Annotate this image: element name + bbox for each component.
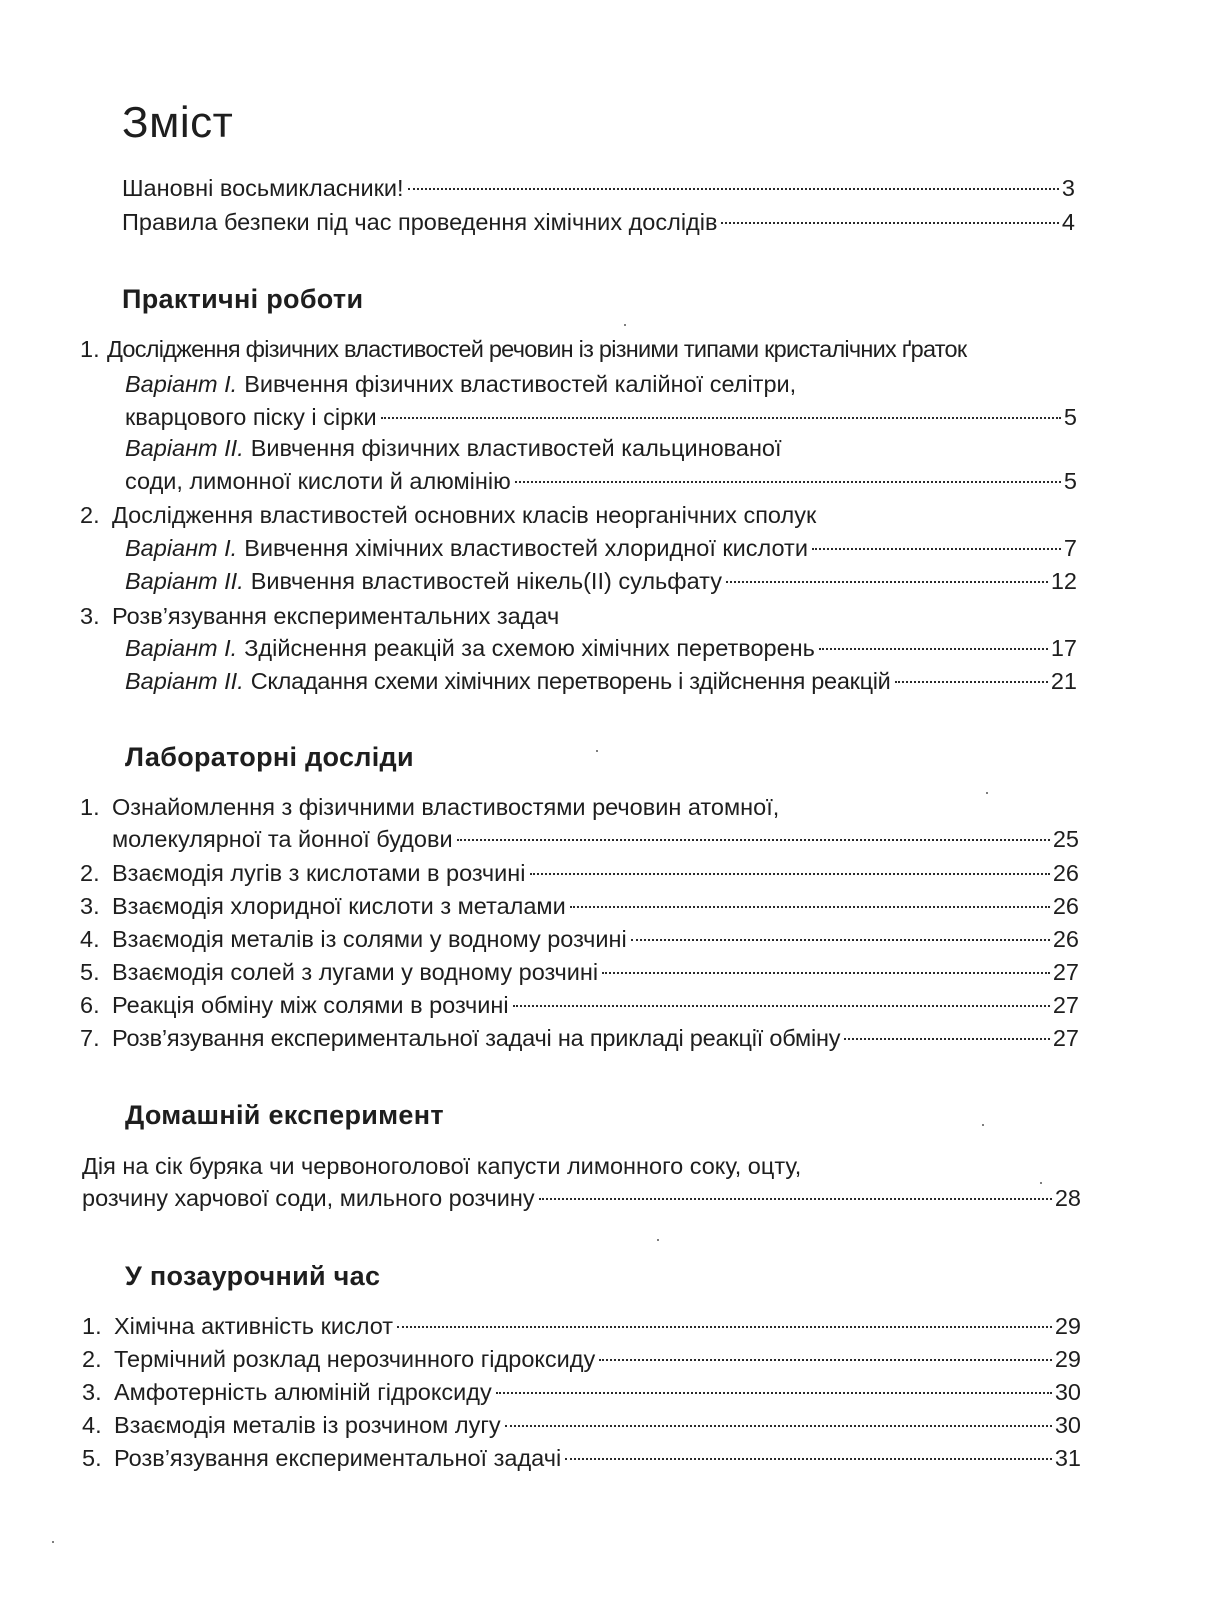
dot-leader [505,1425,1052,1427]
page-number: 29 [1054,1313,1081,1339]
toc-item-extra-2[interactable] [82,1343,1081,1376]
toc-variant-3-2[interactable] [125,665,1077,698]
variant-label: Варіант II. [125,435,244,461]
page-number: 7 [1063,535,1077,561]
toc-variant-1-2-line2[interactable] [125,465,1077,498]
toc-entry-text: Вивчення фізичних властивостей кальцинованої [250,435,782,461]
dot-leader [602,972,1050,974]
item-number: 1. [82,1313,102,1339]
toc-item-lab-3[interactable] [80,890,1079,923]
item-number: 7. [80,1025,100,1051]
scan-speck [986,792,988,794]
page-number: 27 [1052,1025,1079,1051]
variant-label: Варіант I. [125,635,238,661]
toc-entry-text: Правила безпеки під час проведення хімічних дослідів [122,209,718,235]
variant-label: Варіант II. [125,668,244,694]
dot-leader [812,548,1061,550]
toc-variant-1-1-line2[interactable] [125,401,1077,434]
toc-entry-text: розчину харчової соди, мильного розчину [82,1185,535,1211]
dot-leader [631,939,1050,941]
page-number: 29 [1054,1346,1081,1372]
scan-speck [982,1124,984,1126]
dot-leader [819,648,1048,650]
toc-entry-text: Розв’язування експериментальної задачі на прикладі реакції обміну [112,1025,841,1051]
page-number: 27 [1052,959,1079,985]
toc-item-lab-1-line2[interactable] [112,823,1079,856]
dot-leader [570,906,1050,908]
page-number: 27 [1052,992,1079,1018]
dot-leader [726,581,1048,583]
dot-leader [599,1359,1052,1361]
toc-item-home-line1[interactable] [82,1150,801,1183]
page-number: 4 [1061,209,1075,235]
item-number: 5. [80,959,100,985]
toc-item-lab-4[interactable] [80,923,1079,956]
dot-leader [381,417,1061,419]
item-number: 3. [80,893,100,919]
toc-entry-text: Розв’язування експериментальної задачі [114,1445,562,1471]
toc-entry-text: Дослідження властивостей основних класів неорганічних сполук [112,502,817,528]
toc-entry-text: Вивчення хімічних властивостей хлоридної кислоти [244,535,808,561]
toc-entry-text: Реакція обміну між солями в розчині [112,992,509,1018]
toc-item-extra-1[interactable] [82,1310,1081,1343]
toc-entry-text: Хімічна активність кислот [114,1313,394,1339]
item-number: 4. [80,926,100,952]
page-number: 26 [1052,926,1079,952]
page-number: 3 [1061,175,1075,201]
page-number: 12 [1050,568,1077,594]
toc-item-home-line2[interactable] [82,1182,1081,1215]
toc-item-extra-3[interactable] [82,1376,1081,1409]
item-number: 3. [82,1379,102,1405]
toc-entry-safety-rules[interactable] [122,206,1075,239]
toc-entry-text: кварцового піску і сірки [125,404,377,430]
page-number: 26 [1052,893,1079,919]
item-number: 2. [82,1346,102,1372]
dot-leader [397,1326,1052,1328]
toc-item-lab-6[interactable] [80,989,1079,1022]
toc-entry-text: Взаємодія солей з лугами у водному розчині [112,959,599,985]
page-number: 31 [1054,1445,1081,1471]
dot-leader [530,873,1050,875]
section-heading-home: Домашній експеримент [125,1100,444,1130]
toc-variant-1-2-line1[interactable] [125,432,782,465]
dot-leader [457,839,1050,841]
toc-entry-text: Взаємодія металів із солями у водному розчині [112,926,627,952]
dot-leader [513,1005,1050,1007]
page-number: 5 [1063,468,1077,494]
toc-entry-text: Ознайомлення з фізичними властивостями речовин атомної, [112,794,780,820]
item-number: 1. [80,336,100,362]
toc-variant-1-1-line1[interactable] [125,368,796,401]
toc-entry-text: Взаємодія лугів з кислотами в розчині [112,860,526,886]
item-number: 5. [82,1445,102,1471]
toc-entry-text: Взаємодія хлоридної кислоти з металами [112,893,566,919]
toc-item-practical-1[interactable] [80,333,966,366]
toc-item-lab-5[interactable] [80,956,1079,989]
dot-leader [844,1038,1050,1040]
toc-variant-2-1[interactable] [125,532,1077,565]
item-number: 2. [80,860,100,886]
scan-speck [624,324,626,326]
toc-item-lab-1-line1[interactable] [80,791,779,824]
item-number: 4. [82,1412,102,1438]
page-number: 30 [1054,1379,1081,1405]
dot-leader [895,681,1048,683]
toc-item-lab-2[interactable] [80,857,1079,890]
section-heading-extra: У позаурочний час [125,1261,381,1291]
scan-speck [52,1541,54,1543]
page-number: 21 [1050,668,1077,694]
page-number: 28 [1054,1185,1081,1211]
toc-entry-text: соди, лимонної кислоти й алюмінію [125,468,511,494]
section-heading-lab: Лабораторні досліди [125,742,414,772]
dot-leader [408,188,1059,190]
item-number: 6. [80,992,100,1018]
toc-entry-text: Вивчення властивостей нікель(II) сульфату [250,568,722,594]
toc-entry-text: Здійснення реакцій за схемою хімічних перетворень [244,635,815,661]
toc-variant-2-2[interactable] [125,565,1077,598]
toc-entry-text: Термічний розклад нерозчинного гідроксиду [114,1346,596,1372]
variant-label: Варіант I. [125,371,238,397]
page-number: 25 [1052,826,1079,852]
section-heading-practical: Практичні роботи [122,284,364,314]
scan-speck [1040,1182,1042,1184]
dot-leader [539,1198,1052,1200]
page-number: 5 [1063,404,1077,430]
toc-item-extra-4[interactable] [82,1409,1081,1442]
page-number: 17 [1050,635,1077,661]
dot-leader [565,1458,1052,1460]
dot-leader [515,481,1061,483]
toc-entry-text: Складання схеми хімічних перетворень і здійснення реакцій [250,668,891,694]
toc-entry-text: Взаємодія металів із розчином лугу [114,1412,501,1438]
toc-item-practical-2[interactable] [80,499,816,532]
toc-entry-text: Дослідження фізичних властивостей речовин із різними типами кристалічних ґраток [107,336,967,362]
scan-speck [596,750,598,752]
item-number: 2. [80,502,100,528]
page-number: 30 [1054,1412,1081,1438]
toc-entry-text: Дія на сік буряка чи червоноголової капусти лимонного соку, оцту, [82,1153,802,1179]
dot-leader [721,222,1058,224]
toc-item-extra-5[interactable] [82,1442,1081,1475]
toc-variant-3-1[interactable] [125,632,1077,665]
toc-entry-text: молекулярної та йонної будови [112,826,453,852]
scan-speck [657,1239,659,1241]
toc-entry-greeting[interactable] [122,172,1075,205]
variant-label: Варіант II. [125,568,244,594]
toc-entry-text: Амфотерність алюміній гідроксиду [114,1379,492,1405]
item-number: 1. [80,794,100,820]
toc-item-lab-7[interactable] [80,1022,1079,1055]
toc-item-practical-3[interactable] [80,600,559,633]
dot-leader [496,1392,1052,1394]
toc-entry-text: Шановні восьмикласники! [122,175,404,201]
item-number: 3. [80,603,100,629]
toc-entry-text: Розв’язування експериментальних задач [112,603,560,629]
variant-label: Варіант I. [125,535,238,561]
toc-entry-text: Вивчення фізичних властивостей калійної селітри, [244,371,797,397]
page-title: Зміст [122,98,234,147]
page-number: 26 [1052,860,1079,886]
